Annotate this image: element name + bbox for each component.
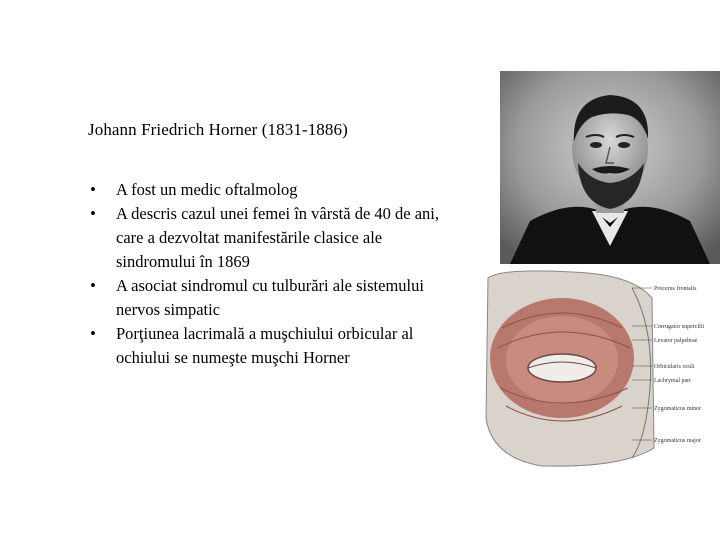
bullet-item: [86, 322, 456, 370]
bullet-item: [86, 202, 456, 274]
anatomy-label: Corrugator supercilii: [654, 324, 705, 330]
bullet-marker: •: [90, 204, 96, 223]
bullet-marker: •: [90, 324, 96, 343]
bullet-text: A fost un medic oftalmolog: [116, 180, 298, 199]
bullet-marker: •: [90, 180, 96, 199]
bullet-text: A asociat sindromul cu tulburări ale sistemului nervos simpatic: [116, 276, 424, 319]
anatomy-label: Procerus frontalis: [654, 286, 697, 292]
anatomy-label: Lachrymal part: [654, 378, 691, 384]
anatomy-label: Levator palpebrae: [654, 338, 698, 344]
bullet-item: [86, 178, 456, 202]
bullet-marker: •: [90, 276, 96, 295]
anatomy-label: Orbicularis oculi: [654, 364, 695, 370]
bullet-list: [86, 178, 456, 370]
bullet-item: [86, 274, 456, 322]
anatomical-illustration-icon: [482, 268, 720, 473]
anatomy-label: Zygomaticus major: [654, 438, 701, 444]
slide-title: Johann Friedrich Horner (1831-1886): [88, 120, 348, 139]
bullet-text: Porţiunea lacrimală a muşchiului orbicular al ochiului se numeşte muşchi Horner: [116, 324, 414, 367]
bullet-text: A descris cazul unei femei în vârstă de 40 de ani, care a dezvoltat manifestările clasice ale sindromului în 1869: [116, 204, 440, 271]
portrait-photo-icon: [500, 71, 720, 264]
anatomy-label: Zygomaticus minor: [654, 406, 702, 412]
